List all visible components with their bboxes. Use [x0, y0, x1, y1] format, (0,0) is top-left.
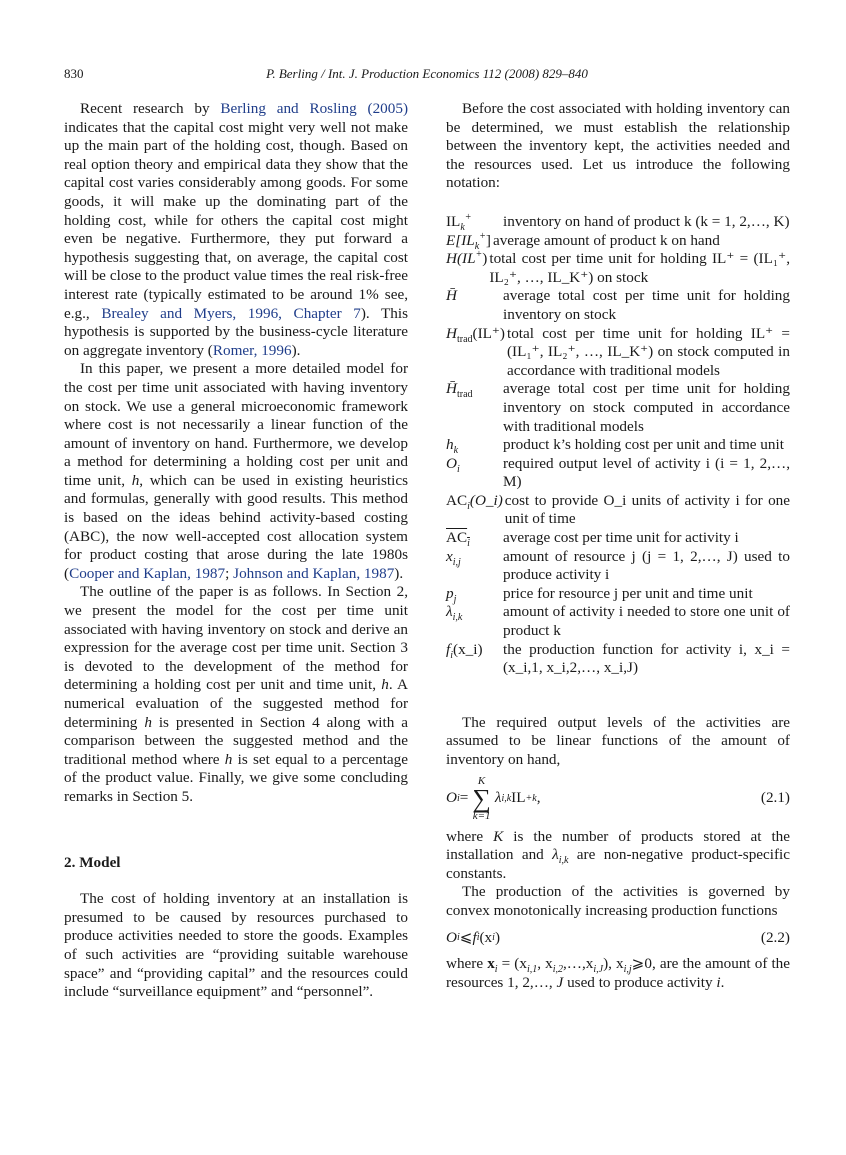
paragraph-linear-output: The required output levels of the activities are assumed to be linear functions of the amount of inventory on hand, — [446, 713, 790, 768]
equation-number: (2.2) — [760, 928, 790, 946]
citation-link-cooper-kaplan[interactable]: Cooper and Kaplan, 1987 — [69, 564, 226, 582]
notation-item: $H_{trad}(IL^+)$ total cost per time unit for holding IL⁺ = (IL₁⁺, IL₂⁺, …, IL_K⁺) on stock computed in accordance with traditional models — [446, 324, 790, 379]
notation-item: $\lambda_{i,k}$ amount of activity i needed to store one unit of product k — [446, 603, 790, 640]
paragraph-recent-research: Recent research by Berling and Rosling (2005) indicates that the capital cost might very well not make up the main part of the holding cost, though. Based on real option theory and empirical data they show that the capital cost varies considerably among goods. For some goods, it will make up the dominating part of the holding cost, while for others the capital cost might even be negative. Furthermore, they put forward a hypothesis suggesting that, on average, the capital cost will be close to the product value times the real risk-free interest rate (typically estimated to be around 1% see, e.g., Brealey and Myers, 1996, Chapter 7). This hypothesis is supported by the business-cycle literature on aggregate inventory (Romer, 1996). — [64, 100, 409, 359]
citation-link-johnson-kaplan[interactable]: Johnson and Kaplan, 1987 — [233, 564, 395, 582]
page-number: 830 — [64, 66, 84, 81]
notation-item: $H̄_{trad}$ average total cost per time unit for holding inventory on stock computed in accordance with traditional models — [446, 380, 790, 435]
paragraph-production: The production of the activities is governed by convex monotonically increasing production functions — [446, 883, 790, 919]
right-column — [446, 100, 790, 992]
paragraph-this-paper: In this paper, we present a more detailed model for the cost per time unit associated with having inventory on stock. We use a general microeconomic framework where cost is not necessarily a linear function of the amount of inventory on hand. Furthermore, we develop a method for determining a holding cost per unit and time unit, h, which can be used in existing heuristics and formulas, generally with good results. This method is based on the ideas behind activity-based costing (ABC), the now well-accepted cost allocation system for product costing that arose during the late 1980s (Cooper and Kaplan, 1987; Johnson and Kaplan, 1987). — [64, 360, 408, 582]
paragraph-where-k: where K is the number of products stored at the installation and $\lambda_{i,k}$ are non-negative product-specific constants. — [446, 827, 791, 882]
citation-link-berling-rosling[interactable]: Berling and Rosling (2005) — [220, 100, 409, 117]
paragraph-notation-intro: Before the cost associated with holding inventory can be determined, we must establish the relationship between the inventory kept, the activities needed and the resources used. Let us introduce the following notation: — [446, 100, 790, 192]
journal-citation: P. Berling / Int. J. Production Economics 112 (2008) 829–840 — [266, 66, 588, 81]
notation-item: H(IL+) total cost per time unit for holding IL⁺ = (IL₁⁺, IL₂⁺, …, IL_K⁺) on stock — [446, 249, 790, 286]
paragraph-model: The cost of holding inventory at an installation is presumed to be caused by resources purchased to produce activities needed to store the goods. Examples of such activities are “providing suitable warehouse space” and “providing capital” and the resources could include “surveillance equipment” and “personnel”. — [64, 890, 408, 1001]
notation-item: $O_i$ required output level of activity i (i = 1, 2,…, M) — [446, 454, 790, 491]
notation-item: $h_k$ product k’s holding cost per unit and time unit — [446, 436, 784, 457]
notation-item: H̄ average total cost per time unit for holding inventory on stock — [446, 287, 790, 323]
notation-item: $\overline{AC}_{\overline{i}}$ average cost per time unit for activity i — [446, 529, 739, 550]
equation-2-1: O i = K ∑ k=1 λ i,k IL + k , (2.1) — [446, 774, 790, 822]
paragraph-where-x: where $x_i = (x_{i,1}$, $x_{i,2},\dots,x_{i,J}$), $x_{i,j}⩾0$, are the amount of the resources 1, 2,…, J used to produce activity i. — [446, 955, 791, 991]
summation-symbol: K ∑ k=1 — [472, 774, 491, 822]
citation-link-brealey-myers[interactable]: Brealey and Myers, 1996, Chapter 7 — [101, 304, 361, 322]
notation-item: $f_i(x\_i)$ the production function for activity i, x_i = (x_i,1, x_i,2,…, x_i,J) — [446, 640, 790, 677]
citation-link-romer[interactable]: Romer, 1996 — [212, 341, 292, 359]
notation-item: $p_j$ price for resource j per unit and time unit — [446, 584, 753, 605]
notation-item: $x_{i,j}$ amount of resource j (j = 1, 2,…, J) used to produce activity i — [446, 547, 790, 584]
notation-item: $IL_k^+$ inventory on hand of product k (k = 1, 2,…, K) — [446, 211, 790, 233]
running-head — [64, 62, 790, 84]
equation-number: (2.1) — [760, 789, 790, 807]
equation-2-2: O i ⩽ f i (x i ) (2.2) — [446, 928, 790, 946]
notation-list — [446, 213, 790, 678]
notation-item: $AC_i(O\_i)$ cost to provide O_i units of activity i for one unit of time — [446, 491, 790, 528]
notation-item: $E[IL_k^+]$ average amount of product k on hand — [446, 230, 720, 252]
paragraph-outline: The outline of the paper is as follows. In Section 2, we present the model for the cost per time unit associated with having inventory on stock and derive an expression for the average cost per time unit. Section 3 is devoted to the development of the method for determining a holding cost per unit and time unit, h. A numerical evaluation of the suggested method for determining h is presented in Section 4 along with a comparison between the suggested method and the traditional method where h is set equal to a percentage of the product value. Finally, we give some concluding remarks in Section 5. — [64, 583, 408, 805]
left-column — [64, 100, 408, 1002]
section-heading-model: 2. Model — [64, 853, 121, 871]
